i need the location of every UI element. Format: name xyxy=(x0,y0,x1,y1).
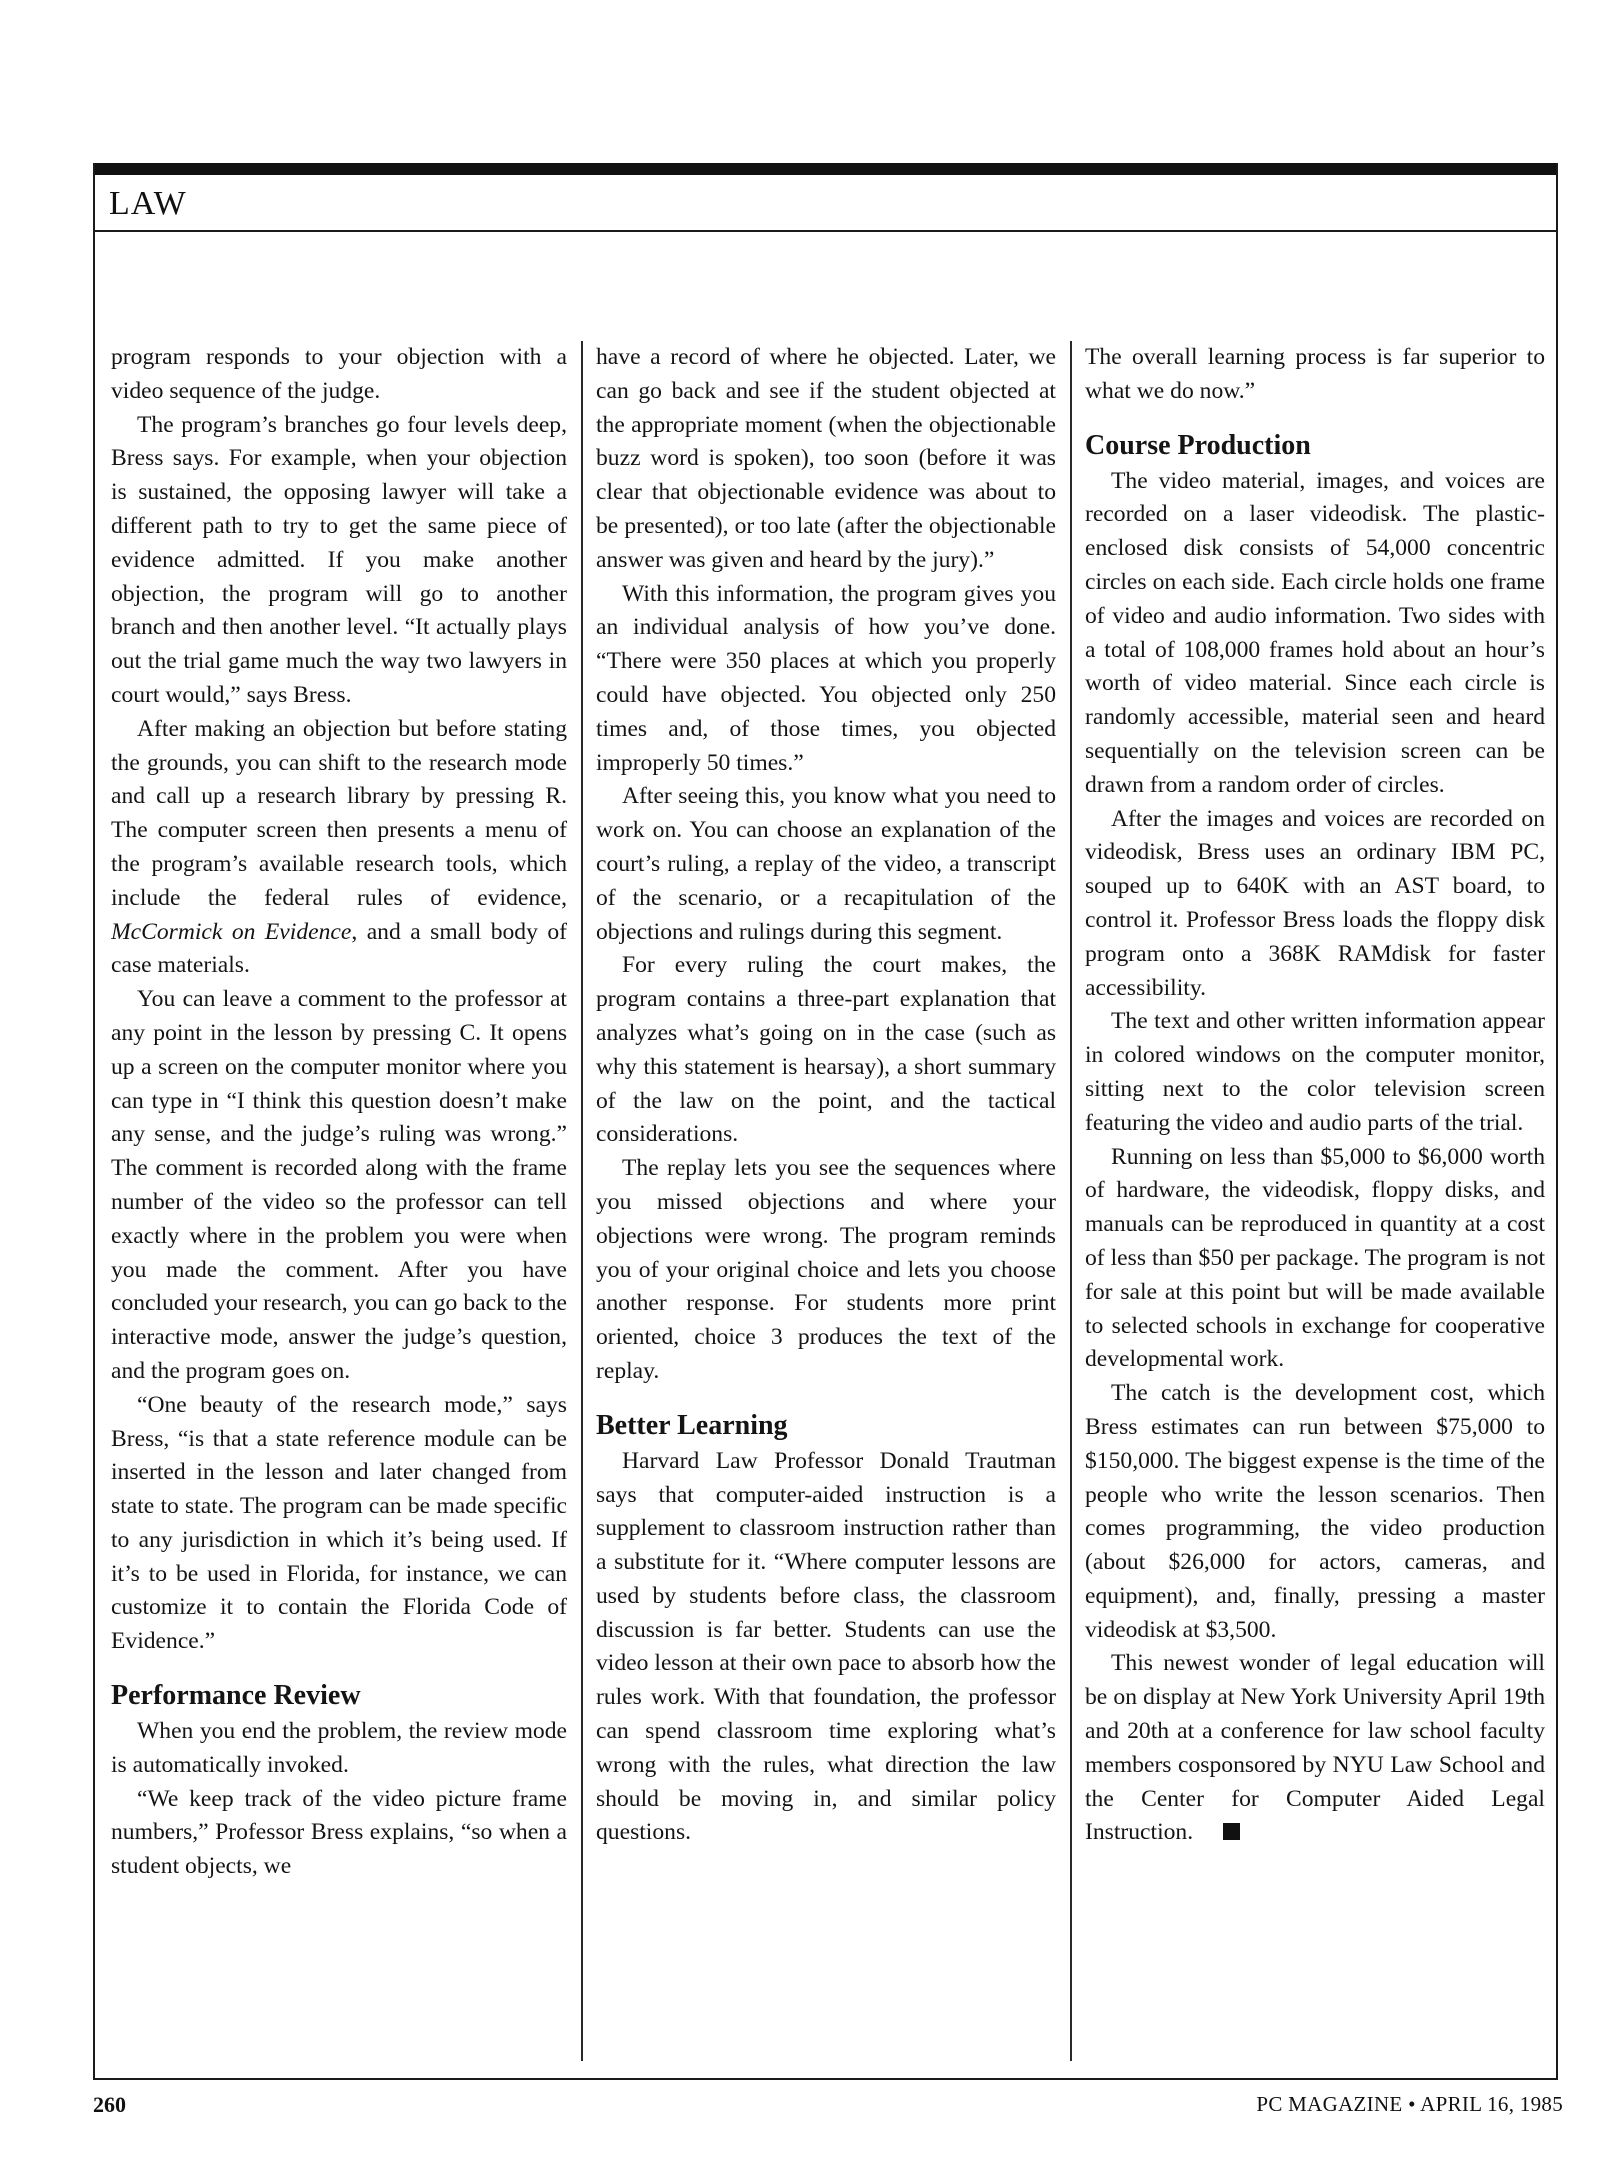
paragraph: The text and other written information appear in colored windows on the computer monitor, sitting next to the color television screen featuring the video and audio parts of the trial. xyxy=(1085,1008,1545,1136)
paragraph: “One beauty of the research mode,” says Bress, “is that a state reference module can be inserted in the lesson and later changed from state to state. The program can be made specific to any jurisdiction in which it’s being used. If it’s to be used in Florida, for instance, we can customize it to contain the Florida Code of Evidence.” xyxy=(111,1391,567,1655)
paragraph xyxy=(111,713,567,983)
article-column-2 xyxy=(596,341,1056,2076)
text-run: This newest wonder of legal education will be on display at New York University April 19th and 20th at a conference for law school faculty members cosponsored by NYU Law School and the Center for Computer Aided Legal Instruction. xyxy=(1085,1650,1545,1846)
paragraph: The overall learning process is far superior to what we do now.” xyxy=(1085,344,1545,404)
paragraph: “We keep track of the video picture frame numbers,” Professor Bress explains, “so when a student objects, we xyxy=(111,1785,567,1880)
paragraph: The video material, images, and voices are recorded on a laser videodisk. The plastic-enclosed disk consists of 54,000 concentric circles on each side. Each circle holds one frame of video and audio information. Two sides with a total of 108,000 frames hold about an hour’s worth of video material. Since each circle is randomly accessible, material seen and heard sequentially on the television screen can be drawn from a random order of circles. xyxy=(1085,467,1545,798)
paragraph: Running on less than $5,000 to $6,000 worth of hardware, the videodisk, floppy disks, and manuals can be reproduced in quantity at a cost of less than $50 per package. The program is not for sale at this point but will be made available to selected schools in exchange for cooperative developmental work. xyxy=(1085,1143,1545,1373)
paragraph: When you end the problem, the review mode is automatically invoked. xyxy=(111,1718,567,1778)
paragraph: After seeing this, you know what you need to work on. You can choose an explanation of the court’s ruling, a replay of the video, a transcript of the scenario, or a recapitulation of the objections and rulings during this segment. xyxy=(596,783,1056,945)
paragraph: You can leave a comment to the professor at any point in the lesson by pressing C. It opens up a screen on the computer monitor where you can type in “I think this question doesn’t make any sense, and the judge’s ruling was wrong.” The comment is recorded along with the frame number of the video so the professor can tell exactly where in the problem you were when you made the comment. After you have concluded your research, you can go back to the interactive mode, answer the judge’s question, and the program goes on. xyxy=(111,986,567,1384)
paragraph: The catch is the development cost, which Bress estimates can run between $75,000 to $150,000. The biggest expense is the time of the people who write the lesson scenarios. Then comes programming, the video production (about $26,000 for actors, cameras, and equipment), and, finally, pressing a master videodisk at $3,500. xyxy=(1085,1380,1545,1643)
text-run: , and a small body of case materials. xyxy=(111,918,567,979)
paragraph: For every ruling the court makes, the program contains a three-part explanation that analyzes what’s going on in the case (such as why this statement is hearsay), a short summary of the law on the point, and the tactical considerations. xyxy=(596,952,1056,1148)
paragraph: have a record of where he objected. Later, we can go back and see if the student objected at the appropriate moment (when the objectionable buzz word is spoken), too soon (before it was clear that objectionable evidence was about to be presented), or too late (after the objectionable answer was given and heard by the jury).” xyxy=(596,344,1056,573)
column-divider xyxy=(581,341,583,2061)
paragraph: With this information, the program gives you an individual analysis of how you’ve done. “There were 350 places at which you properly could have objected. You objected only 250 times and, of those times, you objected improperly 50 times.” xyxy=(596,580,1056,776)
paragraph: The program’s branches go four levels deep, Bress says. For example, when your objection is sustained, the opposing lawyer will take a different path to try to get the same piece of evidence admitted. If you make another objection, the program will go to another branch and then another level. “It actually plays out the trial game much the way two lawyers in court would,” says Bress. xyxy=(111,411,567,708)
section-label: LAW xyxy=(109,185,187,222)
end-of-article-icon xyxy=(1223,1823,1240,1840)
paragraph: program responds to your objection with a video sequence of the judge. xyxy=(111,344,567,404)
magazine-issue-line: PC MAGAZINE • APRIL 16, 1985 xyxy=(1256,2092,1563,2116)
subheading: Better Learning xyxy=(596,1409,788,1441)
book-title: McCormick on Evidence xyxy=(111,918,352,945)
article-column-3 xyxy=(1085,341,1545,2076)
top-rule xyxy=(95,163,1556,175)
paragraph: The replay lets you see the sequences where you missed objections and where your objections were wrong. The program reminds you of your original choice and lets you choose another response. For students more print oriented, choice 3 produces the text of the replay. xyxy=(596,1155,1056,1384)
subheading: Course Production xyxy=(1085,429,1311,461)
header-divider xyxy=(95,230,1556,232)
subheading: Performance Review xyxy=(111,1680,361,1712)
text-run: After making an objection but before stating the grounds, you can shift to the research mode and call up a research library by pressing R. The computer screen then presents a menu of the program’s available research tools, which include the federal rules of evidence, xyxy=(111,715,567,911)
paragraph: After the images and voices are recorded on videodisk, Bress uses an ordinary IBM PC, souped up to 640K with an AST board, to control it. Professor Bress loads the floppy disk program onto a 368K RAMdisk for faster accessibility. xyxy=(1085,805,1545,1001)
paragraph xyxy=(1085,1647,1545,1850)
paragraph: Harvard Law Professor Donald Trautman says that computer-aided instruction is a supplement to classroom instruction rather than a substitute for it. “Where computer lessons are used by students before class, the classroom discussion is far better. Students can use the video lesson at their own pace to absorb how the rules work. With that foundation, the professor can spend classroom time exploring what’s wrong with the rules, what direction the law should be moving in, and similar policy questions. xyxy=(596,1447,1056,1846)
article-column-1 xyxy=(111,341,567,2076)
page-number: 260 xyxy=(93,2092,126,2117)
column-divider xyxy=(1070,341,1072,2061)
article-frame xyxy=(93,163,1558,2080)
